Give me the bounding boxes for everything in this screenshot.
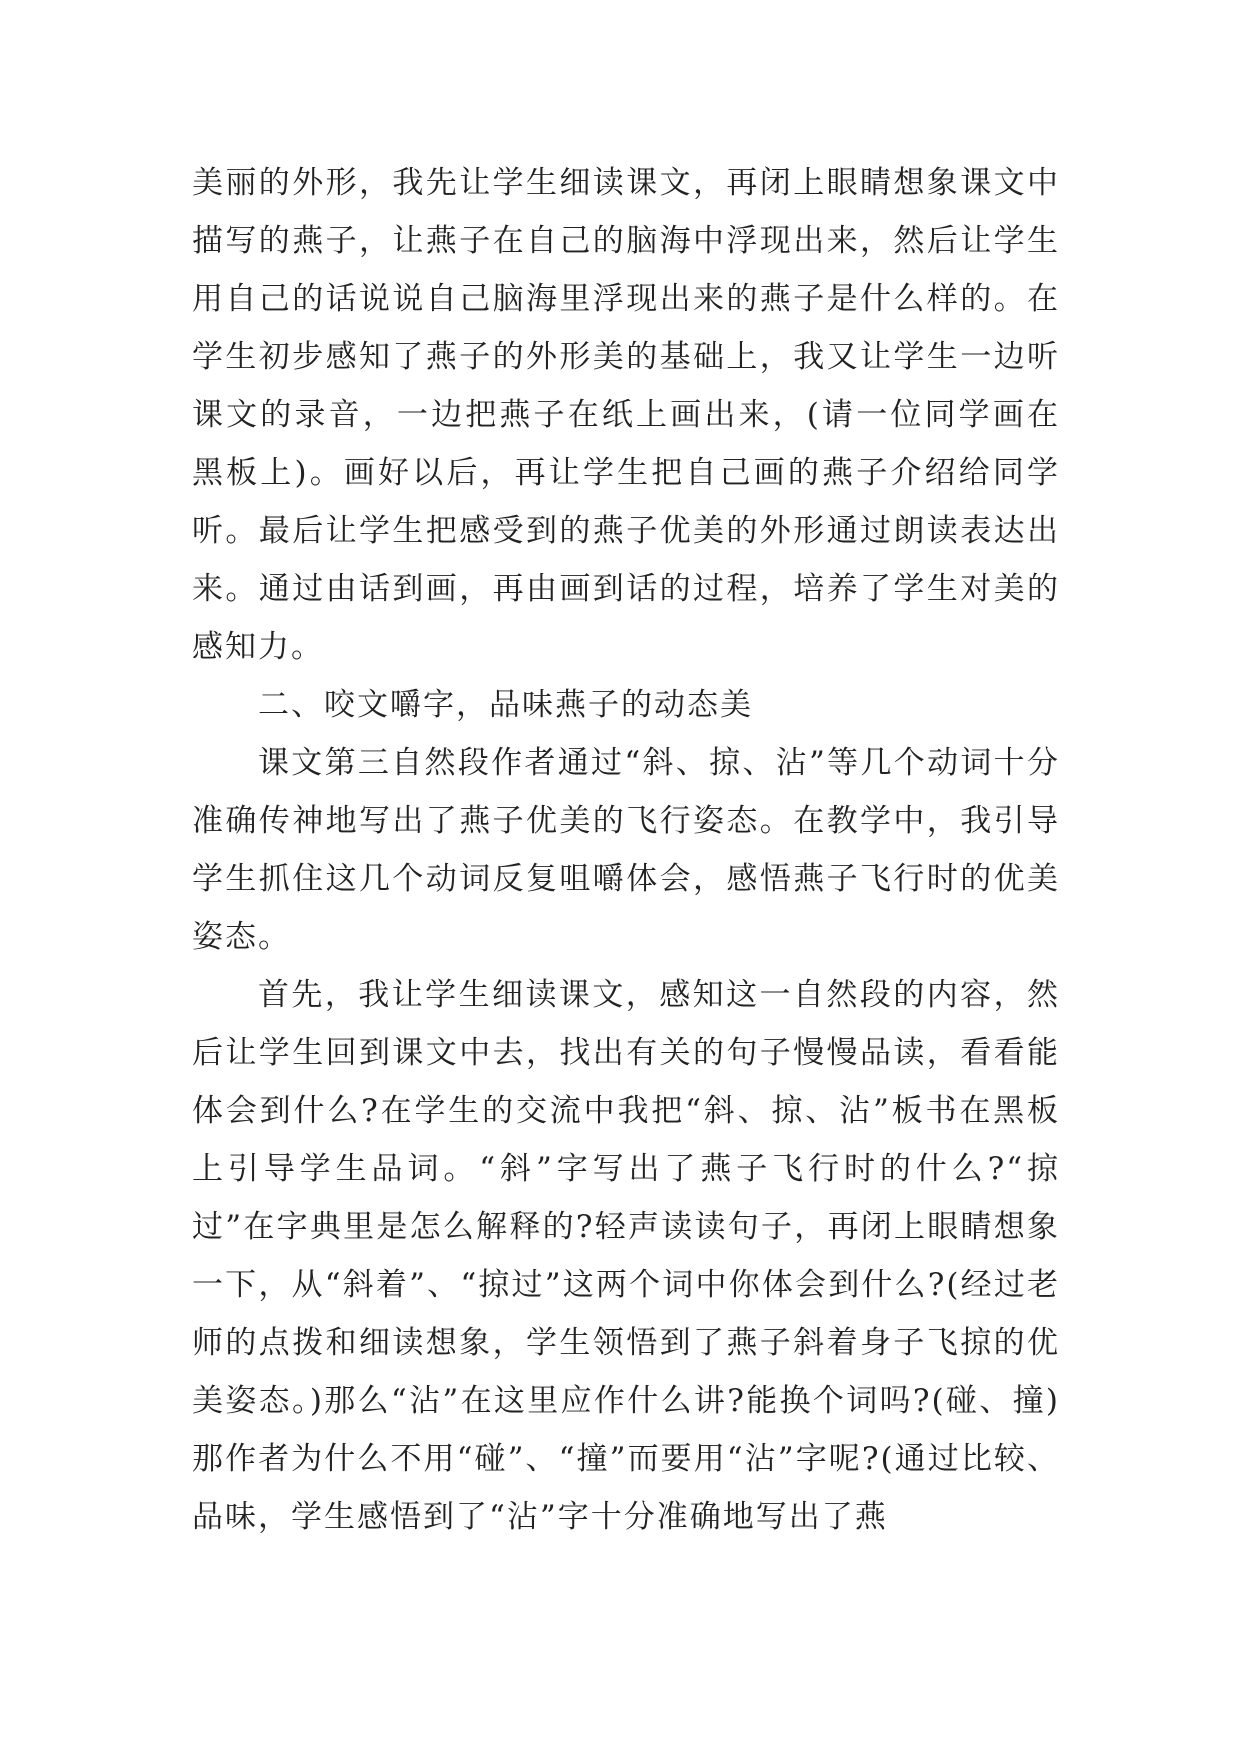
document-page: [192, 154, 1060, 1546]
paragraph-2: 课文第三自然段作者通过“斜、掠、沾”等几个动词十分准确传神地写出了燕子优美的飞行姿态。在教学中，我引导学生抓住这几个动词反复咀嚼体会，感悟燕子飞行时的优美姿态。: [192, 745, 1060, 955]
section-heading: 二、咬文嚼字，品味燕子的动态美: [258, 687, 753, 723]
paragraph-3: 首先，我让学生细读课文，感知这一自然段的内容，然后让学生回到课文中去，找出有关的句子慢慢品读，看看能体会到什么?在学生的交流中我把“斜、掠、沾”板书在黑板上引导学生品词。“斜”字写出了燕子飞行时的什么?“掠过”在字典里是怎么解释的?轻声读读句子，再闭上眼睛想象一下，从“斜着”、“掠过”这两个词中你体会到什么?(经过老师的点拨和细读想象，学生领悟到了燕子斜着身子飞掠的优美姿态。)那么“沾”在这里应作什么讲?能换个词吗?(碰、撞)那作者为什么不用“碰”、“撞”而要用“沾”字呢?(通过比较、品味，学生感悟到了“沾”字十分准确地写出了燕: [192, 977, 1060, 1535]
paragraph-1: 美丽的外形，我先让学生细读课文，再闭上眼睛想象课文中描写的燕子，让燕子在自己的脑海中浮现出来，然后让学生用自己的话说说自己脑海里浮现出来的燕子是什么样的。在学生初步感知了燕子的外形美的基础上，我又让学生一边听课文的录音，一边把燕子在纸上画出来，(请一位同学画在黑板上)。画好以后，再让学生把自己画的燕子介绍给同学听。最后让学生把感受到的燕子优美的外形通过朗读表达出来。通过由话到画，再由画到话的过程，培养了学生对美的感知力。: [192, 165, 1060, 665]
